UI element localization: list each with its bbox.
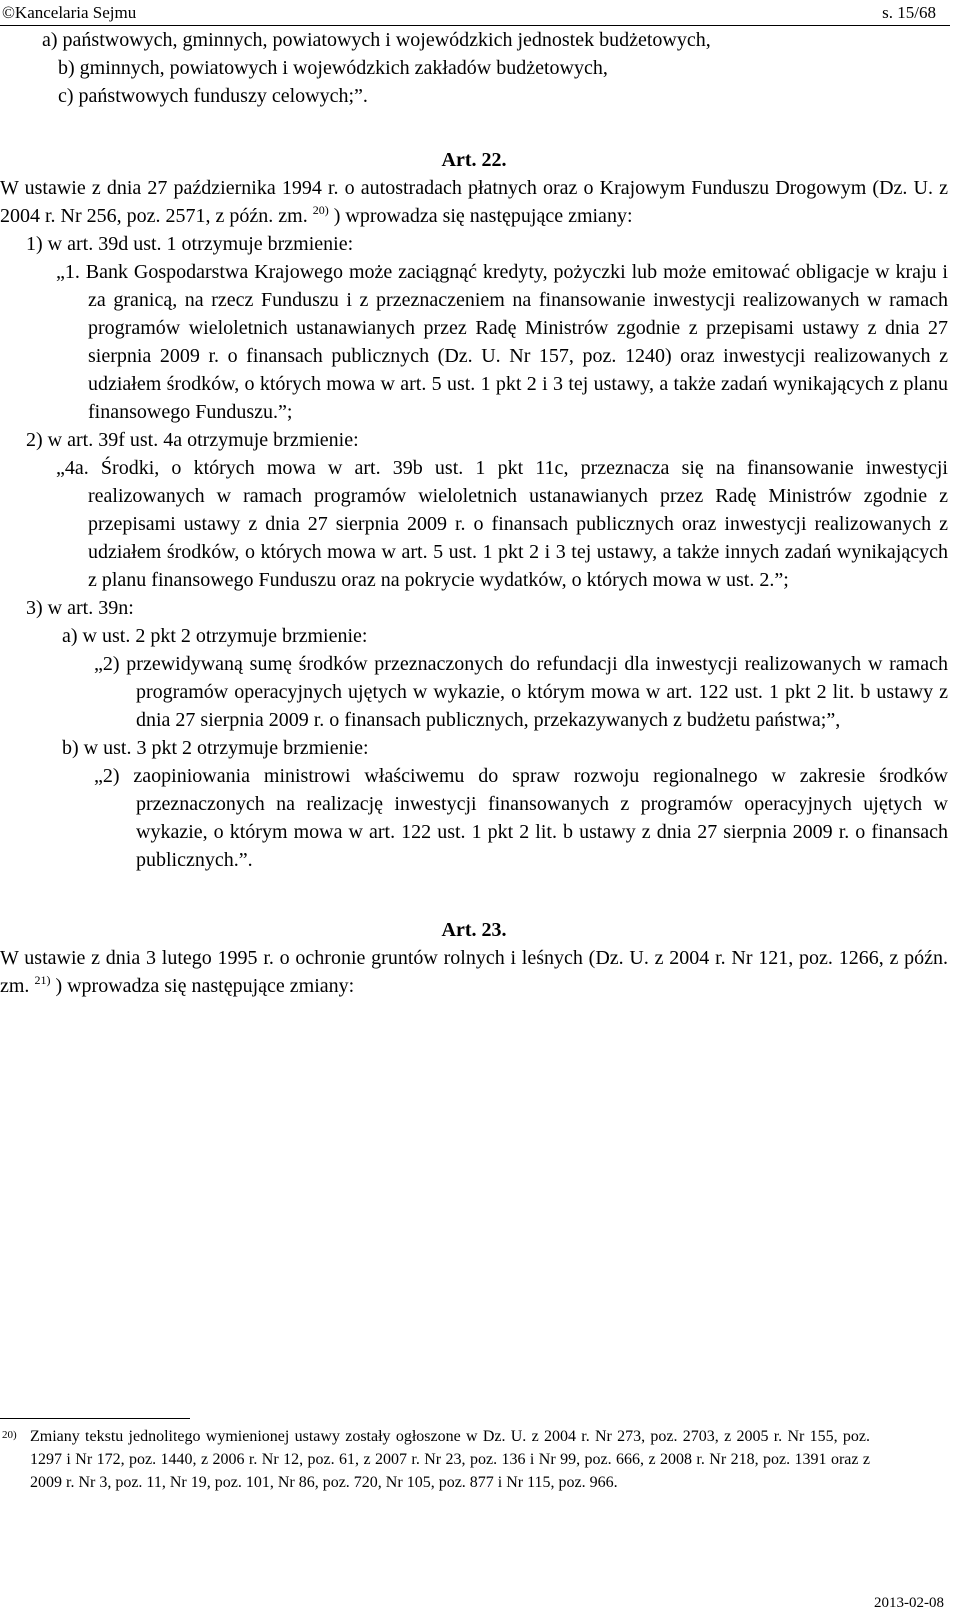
change-2: 2) w art. 39f ust. 4a otrzymuje brzmienie: (26, 429, 359, 451)
change-3b-quote: „2) zaopiniowania ministrowi właściwemu do spraw rozwoju regionalnego w zakresie środków przeznaczonych na realizację inwestycji finansowanych z programów operacyjnych ujętych w wykazie, o którym mowa w art. 122 ust. 1 pkt 2 lit. b ustawy z dnia 27 sierpnia 2009 r. o finansach publicznych.”. (94, 765, 948, 871)
footer-date: 2013-02-08 (874, 1595, 944, 1611)
footnote-ref-20: 20) (312, 203, 329, 217)
footnote-rule (0, 1418, 190, 1419)
list-item-c: c) państwowych funduszy celowych;”. (58, 85, 368, 107)
article-22-title: Art. 22. (441, 149, 507, 171)
change-3a: a) w ust. 2 pkt 2 otrzymuje brzmienie: (62, 625, 368, 647)
article-22-intro-end: ) wprowadza się następujące zmiany: (333, 205, 633, 227)
footnote-text: Zmiany tekstu jednolitego wymienionej ustawy zostały ogłoszone w Dz. U. z 2004 r. Nr 273, poz. 2703, z 2005 r. Nr 155, poz. 1297 i Nr 172, poz. 1440, z 2006 r. Nr 12, poz. 61, z 2007 r. Nr 23, poz. 136 i Nr 99, poz. 666, z 2008 r. Nr 218, poz. 1391 oraz z 2009 r. Nr 3, poz. 11, Nr 19, poz. 101, Nr 86, poz. 720, Nr 105, poz. 877 i Nr 115, poz. 966. (30, 1428, 870, 1491)
footnote (0, 1425, 870, 1494)
change-2-quote: „4a. Środki, o których mowa w art. 39b ust. 1 pkt 11c, przeznacza się na finansowanie inwestycji realizowanych w ramach programów wieloletnich ustanawianych przez Radę Ministrów zgodnie z przepisami ustawy z dnia 27 sierpnia 2009 r. o finansach publicznych oraz inwestycji realizowanych z udziałem środków, o których mowa w art. 5 ust. 1 pkt 2 i 3 tej ustawy, a także innych zadań wynikających z planu finansowego Funduszu oraz na pokrycie wydatków, o których mowa w ust. 2.”; (56, 457, 948, 591)
article-23-title: Art. 23. (441, 919, 507, 941)
article-23-intro-text: W ustawie z dnia 3 lutego 1995 r. o ochronie gruntów rolnych i leśnych (Dz. U. z 2004 r. Nr 121, poz. 1266, z późn. zm. (0, 947, 948, 997)
list-item-a: a) państwowych, gminnych, powiatowych i wojewódzkich jednostek budżetowych, (42, 29, 711, 51)
change-1-quote: „1. Bank Gospodarstwa Krajowego może zaciągnąć kredyty, pożyczki lub może emitować obligacje w kraju i za granicą, na rzecz Funduszu i z przeznaczeniem na finansowanie inwestycji realizowanych w ramach programów wieloletnich ustanawianych przez Radę Ministrów zgodnie z przepisami ustawy z dnia 27 sierpnia 2009 r. o finansach publicznych (Dz. U. Nr 157, poz. 1240) oraz inwestycji realizowanych z udziałem środków, o których mowa w art. 5 ust. 1 pkt 2 i 3 tej ustawy, a także zadań wynikających z planu finansowego Funduszu.”; (56, 261, 948, 423)
change-3b: b) w ust. 3 pkt 2 otrzymuje brzmienie: (62, 737, 369, 759)
article-22-intro-text: W ustawie z dnia 27 października 1994 r. o autostradach płatnych oraz o Krajowym Funduszu Drogowym (Dz. U. z 2004 r. Nr 256, poz. 2571, z późn. zm. (0, 177, 948, 227)
footnote-mark: 20) (2, 1429, 17, 1441)
list-item-b: b) gminnych, powiatowych i wojewódzkich zakładów budżetowych, (58, 57, 608, 79)
article-23-intro-end: ) wprowadza się następujące zmiany: (55, 975, 355, 997)
article-23-intro (0, 944, 948, 1000)
header-page-number: s. 15/68 (882, 3, 936, 22)
article-22-intro (0, 174, 948, 230)
change-3a-quote: „2) przewidywaną sumę środków przeznaczonych do refundacji dla inwestycji realizowanych w ramach programów operacyjnych ujętych w wykazie, o którym mowa w art. 122 ust. 1 pkt 2 lit. b ustawy z dnia 27 sierpnia 2009 r. o finansach publicznych, przekazywanych z budżetu państwa;”, (94, 653, 948, 731)
main-content (0, 26, 948, 1000)
change-1: 1) w art. 39d ust. 1 otrzymuje brzmienie: (26, 233, 354, 255)
page-header (0, 0, 950, 26)
header-source: ©Kancelaria Sejmu (2, 3, 137, 22)
footnote-ref-21: 21) (34, 973, 51, 987)
change-3: 3) w art. 39n: (26, 597, 134, 619)
